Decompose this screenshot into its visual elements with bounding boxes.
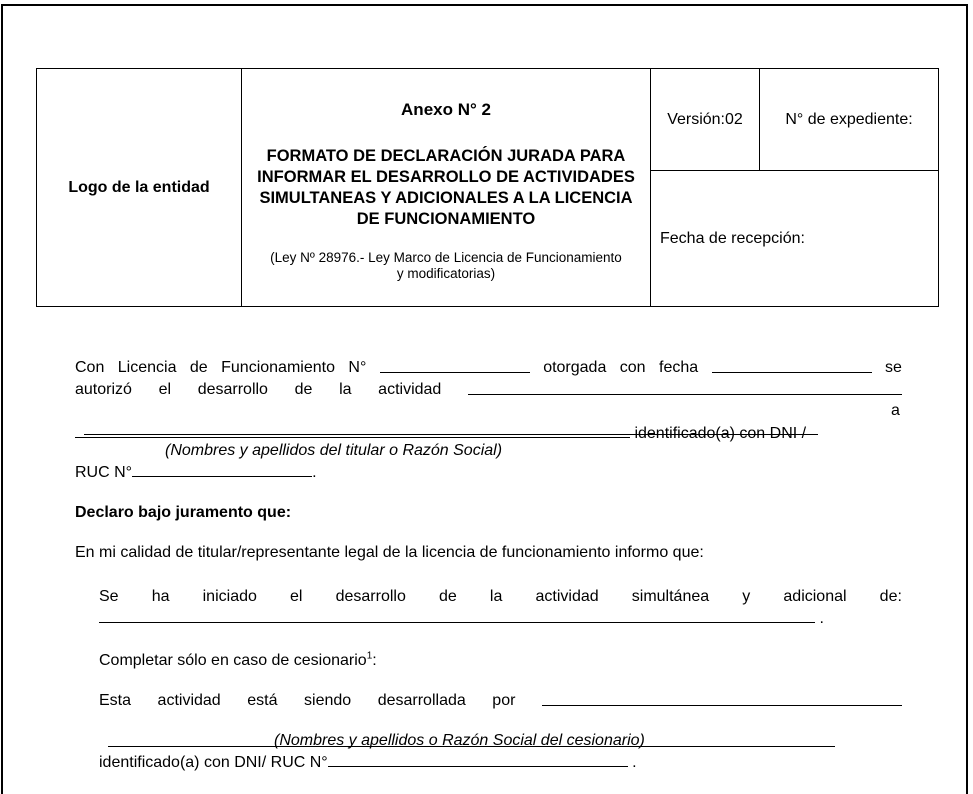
license-date-field[interactable] — [712, 358, 872, 373]
word: la — [489, 588, 503, 605]
word: actividad — [378, 381, 442, 398]
expediente-cell — [760, 69, 939, 171]
fecha-recepcion-cell — [651, 171, 939, 307]
identified-label: identificado(a) con DNI / — [634, 425, 807, 442]
header-table — [36, 68, 939, 307]
footnote-mark: 1 — [366, 650, 373, 662]
expediente-label: N° de expediente: — [785, 110, 913, 128]
word: siendo — [304, 692, 352, 709]
period: . — [312, 464, 317, 481]
cessionary-hint: (Nombres y apellidos o Razón Social del cesionario) — [274, 732, 645, 749]
ruc-line — [75, 462, 317, 482]
law-reference: (Ley Nº 28976.- Ley Marco de Licencia de Funcionamiento y modificatorias) — [270, 249, 622, 281]
word: con — [619, 359, 646, 376]
declaration-heading: Declaro bajo juramento que: — [75, 504, 292, 521]
word: desarrollo — [197, 381, 268, 398]
word: desarrollada — [377, 692, 466, 709]
version-cell — [651, 69, 760, 171]
word: Esta — [99, 692, 132, 709]
word: otorgada — [543, 359, 607, 376]
word: adicional — [783, 588, 847, 605]
activity-start-line — [99, 587, 902, 606]
holder-line — [75, 423, 806, 443]
word: autorizó — [75, 381, 132, 398]
word: fecha — [659, 359, 699, 376]
word: de — [294, 381, 313, 398]
activity-field[interactable] — [468, 380, 902, 395]
word: desarrollo — [335, 588, 406, 605]
version-label: Versión:02 — [667, 110, 743, 128]
word: de — [438, 588, 457, 605]
period: . — [819, 610, 824, 627]
word: iniciado — [202, 588, 257, 605]
cessionary-id-field[interactable] — [328, 752, 628, 767]
title-cell — [242, 69, 651, 307]
logo-label: Logo de la entidad — [68, 178, 210, 196]
cessionary-name-field[interactable] — [542, 691, 902, 706]
word: se — [884, 359, 902, 376]
ruc-field[interactable] — [132, 462, 312, 477]
cessionary-note-text: Completar sólo en caso de cesionario — [99, 652, 367, 669]
cessionary-note: Completar sólo en caso de cesionario$^1$: — [99, 650, 377, 669]
word: el — [158, 381, 172, 398]
word: y — [742, 588, 751, 605]
logo-cell — [37, 69, 242, 307]
ruc-label: RUC N° — [75, 464, 133, 481]
word: está — [247, 692, 278, 709]
word: actividad — [157, 692, 221, 709]
word: ha — [151, 588, 170, 605]
cessionary-line — [99, 691, 902, 710]
license-line-2 — [75, 380, 902, 399]
cessionary-id-line — [99, 752, 637, 772]
word: Con — [75, 359, 105, 376]
word: la — [339, 381, 352, 398]
word-a: a — [891, 402, 900, 419]
word: Funcionamiento — [221, 359, 335, 376]
word: el — [290, 588, 303, 605]
word: de — [189, 359, 208, 376]
annex-title: Anexo N° 2 — [401, 99, 491, 119]
period: . — [632, 754, 637, 771]
word: N° — [348, 359, 367, 376]
word: Se — [99, 588, 119, 605]
word: Licencia — [117, 359, 177, 376]
simultaneous-activity-field[interactable] — [99, 608, 815, 623]
word: actividad — [535, 588, 599, 605]
capacity-statement: En mi calidad de titular/representante legal de la licencia de funcionamiento informo que: — [75, 544, 704, 561]
license-line-1 — [75, 358, 902, 377]
fecha-recepcion-label: Fecha de recepción: — [660, 229, 805, 247]
license-number-field[interactable] — [380, 358, 530, 373]
holder-hint: (Nombres y apellidos del titular o Razón Social) — [165, 442, 503, 459]
word: de: — [879, 588, 902, 605]
cessionary-id-label: identificado(a) con DNI/ RUC N° — [99, 754, 328, 771]
holder-name-field[interactable] — [75, 423, 630, 438]
word: por — [492, 692, 516, 709]
word: simultánea — [631, 588, 710, 605]
form-title: FORMATO DE DECLARACIÓN JURADA PARA INFORMAR EL DESARROLLO DE ACTIVIDADES SIMULTANEAS Y ADICIONALES A LA LICENCIA DE FUNCIONAMIENTO — [257, 146, 635, 228]
simultaneous-activity-line — [99, 608, 824, 628]
